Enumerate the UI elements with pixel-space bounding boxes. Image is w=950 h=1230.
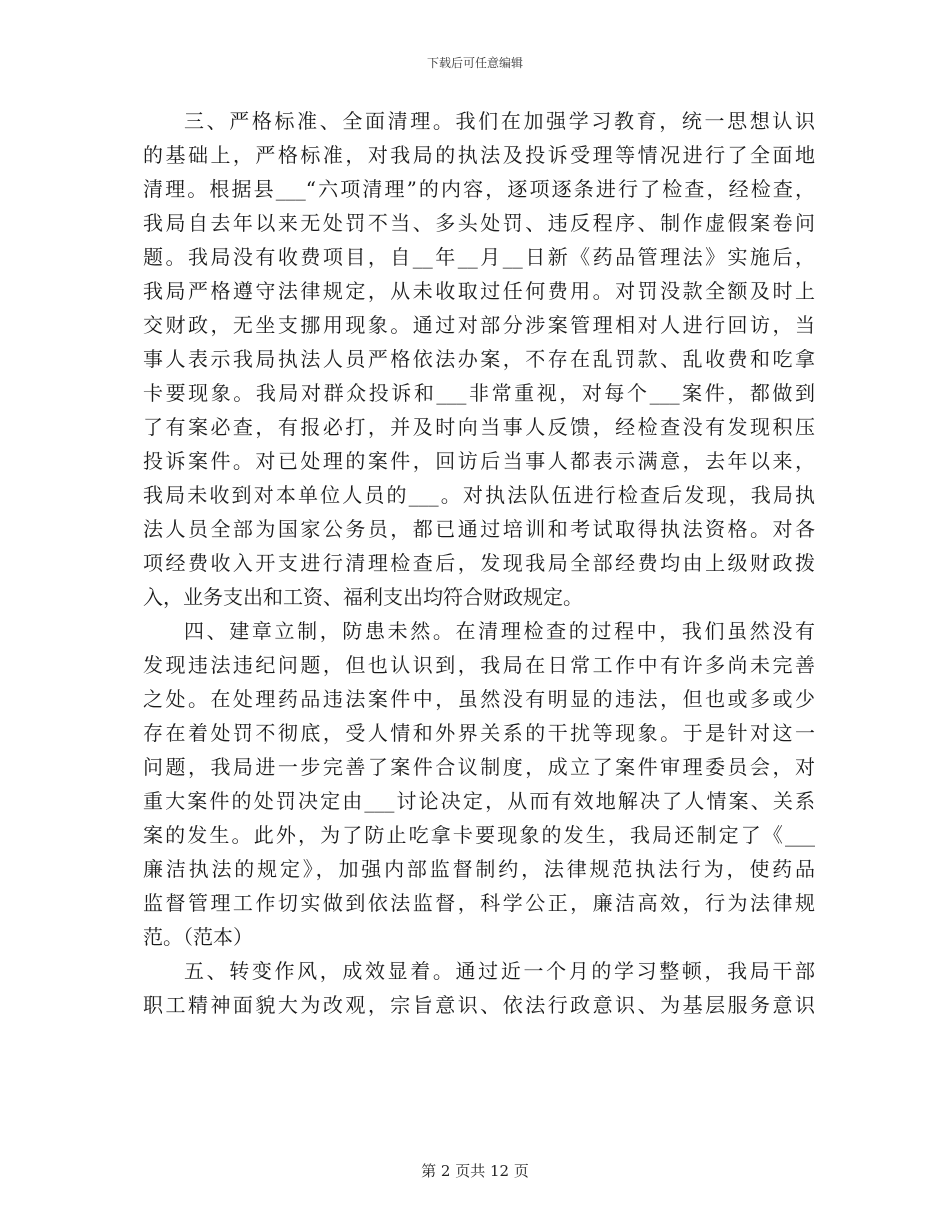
text-line: 交财政，无坐支挪用现象。通过对部分涉案管理相对人进行回访，当	[143, 313, 815, 337]
text-line: 了有案必查，有报必打，并及时向当事人反馈，经检查没有发现积压	[143, 415, 815, 439]
text-line: 监督管理工作切实做到依法监督，科学公正，廉洁高效，行为法律规	[143, 891, 815, 915]
text-line: 我局未收到对本单位人员的___。对执法队伍进行检查后发现，我局执	[143, 483, 815, 507]
text-line: 事人表示我局执法人员严格依法办案，不存在乱罚款、乱收费和吃拿	[143, 347, 815, 371]
text-line: 重大案件的处罚决定由___讨论决定，从而有效地解决了人情案、关系	[143, 789, 815, 813]
text-line: 范。（范本）	[143, 925, 253, 949]
text-line: 案的发生。此外，为了防止吃拿卡要现象的发生，我局还制定了《___	[143, 823, 815, 847]
text-line: 我局严格遵守法律规定，从未收取过任何费用。对罚没款全额及时上	[143, 279, 815, 303]
text-line: 题。我局没有收费项目，自__年__月__日新《药品管理法》实施后，	[143, 245, 815, 269]
page-header: 下载后可任意编辑	[426, 56, 523, 70]
text-line: 的基础上，严格标准，对我局的执法及投诉受理等情况进行了全面地	[143, 143, 815, 167]
text-line: 五、转变作风，成效显着。通过近一个月的学习整顿，我局干部	[184, 959, 815, 983]
text-line: 四、建章立制，防患未然。在清理检查的过程中，我们虽然没有	[184, 619, 815, 643]
text-line: 职工精神面貌大为改观，宗旨意识、依法行政意识、为基层服务意识	[143, 993, 815, 1017]
page-footer: 第 2 页共 12 页	[421, 1162, 529, 1180]
text-line: 清理。根据县___“六项清理”的内容，逐项逐条进行了检查，经检查，	[143, 177, 815, 201]
text-line: 存在着处罚不彻底，受人情和外界关系的干扰等现象。于是针对这一	[143, 721, 815, 745]
paragraph	[143, 614, 815, 954]
text-line: 卡要现象。我局对群众投诉和___非常重视，对每个___案件，都做到	[143, 381, 815, 405]
text-line: 法人员全部为国家公务员，都已通过培训和考试取得执法资格。对各	[143, 517, 815, 541]
document-body	[143, 104, 815, 1022]
text-line: 项经费收入开支进行清理检查后，发现我局全部经费均由上级财政拨	[143, 551, 815, 575]
paragraph	[143, 954, 815, 1022]
text-line: 问题，我局进一步完善了案件合议制度，成立了案件审理委员会，对	[143, 755, 815, 779]
text-line: 三、严格标准、全面清理。我们在加强学习教育，统一思想认识	[184, 109, 815, 133]
text-line: 之处。在处理药品违法案件中，虽然没有明显的违法，但也或多或少	[143, 687, 815, 711]
text-line: 投诉案件。对已处理的案件，回访后当事人都表示满意，去年以来，	[143, 449, 815, 473]
text-line: 发现违法违纪问题，但也认识到，我局在日常工作中有许多尚未完善	[143, 653, 815, 677]
text-line: 我局自去年以来无处罚不当、多头处罚、违反程序、制作虚假案卷问	[143, 211, 815, 235]
text-line: 入，业务支出和工资、福利支出均符合财政规定。	[143, 585, 583, 609]
text-line: 廉洁执法的规定》，加强内部监督制约，法律规范执法行为，使药品	[143, 857, 815, 881]
paragraph	[143, 104, 815, 614]
